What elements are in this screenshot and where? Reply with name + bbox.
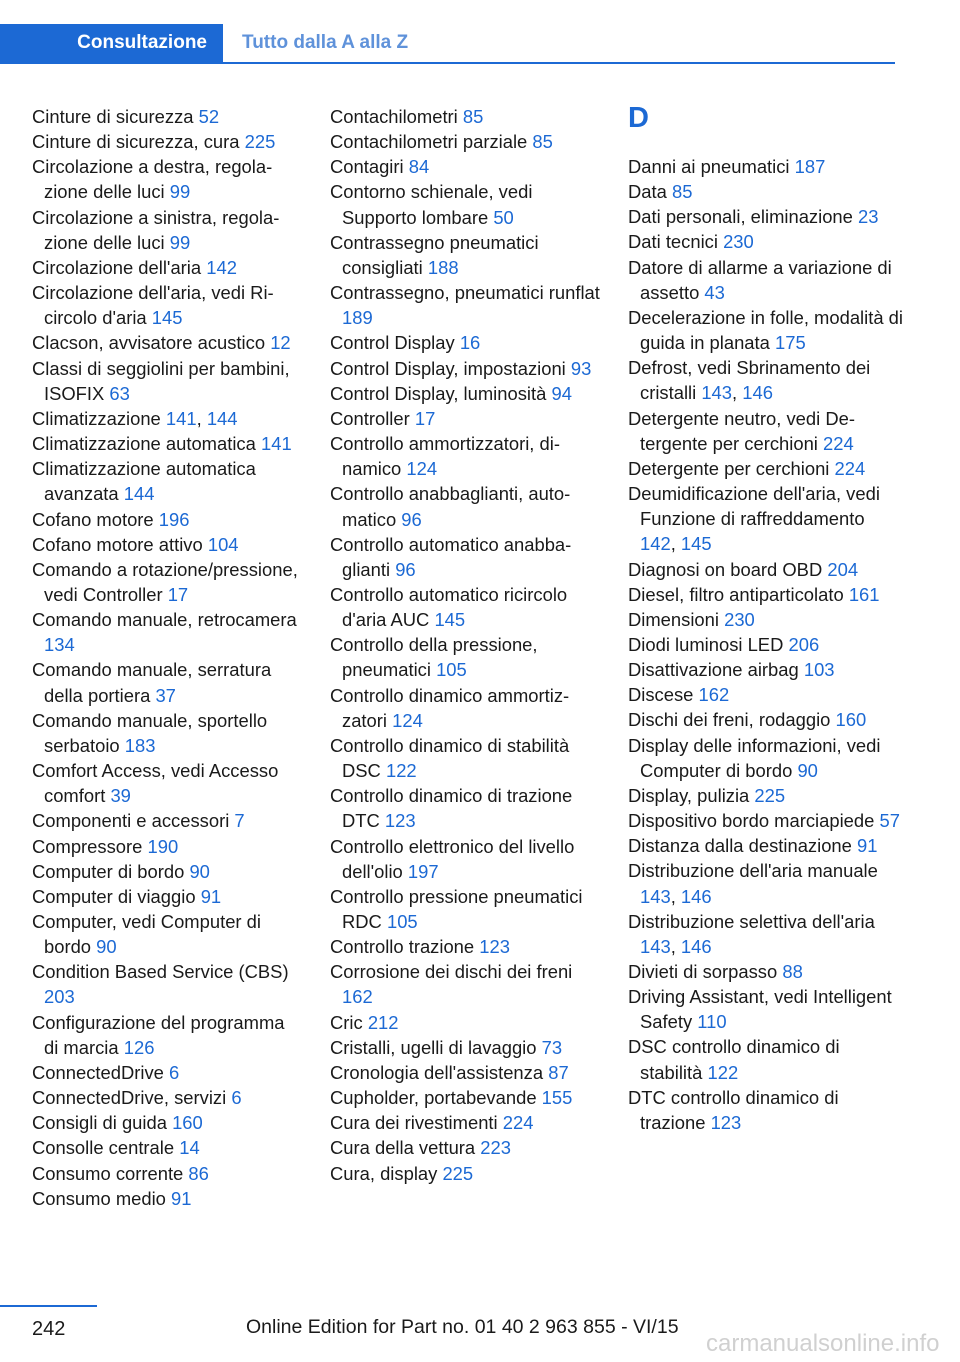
entry-term: Distanza dalla destinazione [628, 835, 852, 857]
index-entry [330, 481, 605, 531]
entry-term: Contagiri [330, 156, 404, 178]
page-link[interactable]: 143 [640, 885, 671, 907]
index-entry [32, 507, 302, 532]
page-link[interactable]: 91 [171, 1187, 192, 1209]
page-link[interactable]: 52 [198, 106, 220, 127]
entry-term: DSC controllo dinamico di stabilità [628, 1036, 840, 1083]
entry-term: Controllo dinamico ammortizzatori [330, 684, 570, 731]
index-entry [32, 1186, 302, 1211]
page-link[interactable]: 122 [707, 1061, 739, 1083]
page-link[interactable]: 212 [367, 1011, 399, 1033]
entry-term: Comando manuale, serratura della portiera [32, 659, 272, 706]
index-entry [628, 607, 903, 632]
entry-term: Controller [330, 407, 410, 429]
page-link[interactable]: 91 [857, 835, 878, 857]
page-link[interactable]: 144 [206, 407, 238, 429]
index-entry [628, 179, 903, 204]
page-link[interactable]: 230 [723, 231, 754, 253]
index-entry [628, 984, 903, 1034]
entry-term: Diodi luminosi LED [628, 633, 784, 655]
entry-term: Diesel, filtro antiparticolato [628, 583, 844, 605]
edition-info: Online Edition for Part no. 01 40 2 963 855 - VI/15 [246, 1316, 679, 1338]
entry-term: ConnectedDrive [32, 1061, 164, 1083]
index-entry [330, 1010, 605, 1035]
entry-term: Controllo elettronico del livello dell'olio [330, 835, 575, 882]
page-link[interactable]: 145 [434, 609, 466, 631]
page-link[interactable]: 123 [710, 1111, 742, 1133]
index-column-1 [32, 104, 302, 1211]
page-link[interactable]: 17 [167, 583, 189, 605]
entry-term: Computer di viaggio [32, 885, 196, 907]
page-link[interactable]: 103 [803, 659, 835, 681]
index-entry [32, 1010, 302, 1060]
index-entry [628, 229, 903, 254]
index-entry [330, 381, 605, 406]
page-link[interactable]: 146 [742, 382, 773, 404]
index-entry [330, 1060, 605, 1085]
page-link[interactable]: 84 [408, 156, 430, 178]
entry-term: Circolazione a sinistra, regolazione delle luci [32, 206, 280, 253]
watermark: carmanualsonline.info [706, 1330, 940, 1357]
index-entry [330, 733, 605, 783]
index-entry: Defrost, vedi Sbrinamento dei cristalli 143, 146 [628, 357, 871, 404]
page-link[interactable]: 206 [788, 633, 820, 655]
page-link[interactable]: 63 [109, 382, 130, 404]
page-link[interactable]: 124 [406, 458, 438, 480]
entry-term: Cinture di sicurezza, cura [32, 131, 240, 153]
index-column-2 [330, 104, 605, 1186]
page-link[interactable]: 39 [110, 785, 131, 807]
page-link[interactable]: 197 [407, 860, 439, 882]
index-entry [32, 154, 302, 204]
entry-term: Contrassegno pneumatici consigliati [330, 231, 539, 278]
entry-term: Deumidificazione dell'aria, vedi Funzione di raffreddamento [628, 483, 880, 530]
index-entry [330, 280, 605, 330]
page-link[interactable]: 190 [147, 835, 179, 857]
entry-term: Controllo automatico ricircolo d'aria AUC [330, 583, 568, 631]
entry-term: Componenti e accessori [32, 810, 230, 832]
entry-term: Cric [330, 1011, 363, 1033]
page-link[interactable]: 90 [96, 936, 117, 958]
index-entry [628, 959, 903, 984]
page-link[interactable]: 225 [442, 1162, 474, 1184]
page-link[interactable]: 57 [879, 810, 900, 832]
entry-term: Control Display, impostazioni [330, 357, 566, 379]
index-entry [628, 657, 903, 682]
index-entry [628, 833, 903, 858]
index-entry [628, 707, 903, 732]
entry-term: Control Display [330, 332, 455, 354]
entry-term: Contachilometri parziale [330, 131, 528, 153]
index-entry [32, 104, 302, 129]
page-link[interactable]: 93 [570, 357, 592, 379]
page-link[interactable]: 85 [532, 131, 553, 153]
index-entry [32, 808, 302, 833]
page-link[interactable]: 162 [698, 684, 730, 706]
index-entry [330, 1035, 605, 1060]
page-link[interactable]: 161 [848, 583, 880, 605]
entry-term: Circolazione a destra, regolazione delle luci [32, 156, 273, 203]
entry-term: Distribuzione selettiva dell'aria [628, 910, 875, 932]
page-link[interactable]: 145 [680, 533, 712, 555]
page-link[interactable]: 85 [462, 106, 484, 127]
tab-consultazione[interactable]: Consultazione [0, 24, 223, 62]
page-link[interactable]: 91 [200, 885, 222, 907]
section-letter: D [628, 102, 649, 134]
entry-term: Discese [628, 684, 694, 706]
index-entry [32, 456, 302, 506]
entry-term: Controllo anabbaglianti, automatico [330, 483, 571, 530]
entry-term: Controllo dinamico di trazione DTC [330, 785, 573, 832]
index-entry [628, 557, 903, 582]
index-entry [32, 1060, 302, 1085]
entry-term: Controllo della pressione, pneumatici [330, 634, 538, 681]
entry-term: Cinture di sicurezza [32, 106, 194, 127]
entry-term: Consolle centrale [32, 1137, 175, 1159]
entry-term: Driving Assistant, vedi Intelligent Safety [628, 986, 892, 1033]
page-link[interactable]: 203 [44, 986, 75, 1008]
entry-term: Comando a rotazione/pressione, vedi Controller [32, 558, 298, 605]
page-link[interactable]: 143 [640, 935, 671, 957]
entry-term: Comfort Access, vedi Accesso comfort [32, 760, 279, 807]
page-link[interactable]: 142 [640, 533, 671, 555]
page-link[interactable]: 37 [155, 684, 176, 706]
entry-term: Consumo corrente [32, 1162, 184, 1184]
entry-term: Consumo medio [32, 1187, 166, 1209]
page-link[interactable]: 122 [385, 760, 417, 782]
entry-term: Contachilometri [330, 106, 458, 127]
index-entry [330, 1110, 605, 1135]
entry-term: Detergente per cerchioni [628, 457, 830, 479]
index-entry [330, 834, 605, 884]
index-entry [330, 1161, 605, 1186]
page-link[interactable]: 187 [794, 156, 826, 177]
entry-term: Controllo pressione pneumatici RDC [330, 885, 583, 932]
index-entry [330, 1135, 605, 1160]
entry-term: Climatizzazione automatica avanzata [32, 458, 256, 505]
index-entry [628, 255, 903, 305]
entry-term: Contorno schienale, vedi Supporto lombare [330, 181, 533, 228]
page-header [0, 24, 895, 64]
page-link[interactable]: 188 [427, 256, 459, 278]
entry-term: Controllo ammortizzatori, dinamico [330, 433, 560, 480]
entry-term: Condition Based Service (CBS) [32, 961, 289, 983]
page-link[interactable]: 12 [270, 332, 291, 354]
entry-term: Disattivazione airbag [628, 659, 799, 681]
entry-term: DTC controllo dinamico di trazione [628, 1086, 839, 1133]
entry-term: Compressore [32, 835, 143, 857]
entry-term: Detergente neutro, vedi Detergente per cerchioni [628, 407, 855, 454]
page-link[interactable]: 86 [188, 1162, 209, 1184]
page-link[interactable]: 96 [395, 558, 416, 580]
entry-term: Distribuzione dell'aria manuale [628, 860, 878, 882]
page-link[interactable]: 99 [169, 181, 191, 203]
index-entry [32, 884, 302, 909]
entry-term: Display, pulizia [628, 784, 750, 806]
page-link[interactable]: 160 [172, 1112, 203, 1134]
index-entry [330, 431, 605, 481]
page-link[interactable]: 90 [797, 759, 818, 781]
page-link[interactable]: 7 [234, 810, 245, 832]
index-entry [32, 834, 302, 859]
entry-term: Cura dei rivestimenti [330, 1112, 498, 1134]
index-entry [330, 1085, 605, 1110]
index-entry [32, 758, 302, 808]
index-entry [32, 330, 302, 355]
page-link[interactable]: 224 [823, 432, 854, 454]
entry-term: Display delle informazioni, vedi Computer di bordo [628, 734, 881, 781]
entry-term: Danni ai pneumatici [628, 156, 790, 177]
page-link[interactable]: 223 [480, 1137, 511, 1159]
entry-term: Datore di allarme a variazione di assetto [628, 256, 892, 303]
entry-term: Decelerazione in folle, modalità di guida in planata [628, 306, 903, 354]
page-link[interactable]: 162 [342, 986, 373, 1008]
index-entry [330, 154, 605, 179]
page-link[interactable]: 87 [548, 1061, 569, 1083]
page-link[interactable]: 141 [165, 407, 197, 429]
index-entry [32, 431, 302, 456]
entry-term: Controllo dinamico di stabilità DSC [330, 734, 570, 782]
entry-term: Dati tecnici [628, 231, 718, 253]
entry-term: Cronologia dell'assistenza [330, 1061, 544, 1083]
index-entry [32, 1085, 302, 1110]
page-link[interactable]: 123 [384, 810, 416, 832]
page-link[interactable]: 145 [151, 307, 183, 329]
page-link[interactable]: 73 [541, 1036, 563, 1058]
entry-term: Dischi dei freni, rodaggio [628, 709, 831, 731]
index-entry [628, 783, 903, 808]
index-entry [330, 934, 605, 959]
index-entry [32, 280, 302, 330]
page-link[interactable]: 224 [502, 1112, 534, 1134]
page-link[interactable]: 155 [541, 1087, 573, 1109]
entry-term: Cofano motore attivo [32, 533, 203, 555]
page-link[interactable]: 17 [414, 407, 436, 429]
page-link[interactable]: 143 [701, 382, 733, 404]
page-link[interactable]: 146 [680, 935, 712, 957]
index-entry [32, 657, 302, 707]
page-link[interactable]: 189 [342, 307, 373, 329]
entry-term: Configurazione del programma di marcia [32, 1011, 285, 1058]
entry-term: Circolazione dell'aria, vedi Ricircolo d'aria [32, 282, 274, 329]
index-entry [32, 1110, 302, 1135]
page-link[interactable]: 146 [680, 885, 712, 907]
tab-tutto-dalla-a-alla-z[interactable]: Tutto dalla A alla Z [242, 32, 409, 53]
page-link[interactable]: 16 [459, 332, 481, 354]
index-entry [32, 909, 302, 959]
entry-term: Dispositivo bordo marciapiede [628, 810, 875, 832]
page-link[interactable]: 88 [782, 961, 803, 982]
page-link[interactable]: 104 [207, 533, 239, 555]
footer-rule [0, 1305, 97, 1307]
index-entry [330, 532, 605, 582]
entry-term: Clacson, avvisatore acustico [32, 332, 266, 354]
page-link[interactable]: 110 [697, 1011, 727, 1033]
index-entry [628, 406, 903, 456]
index-entry [330, 129, 605, 154]
entry-term: Consigli di guida [32, 1112, 167, 1134]
index-entry [628, 808, 903, 833]
entry-term: Controllo automatico anabbaglianti [330, 533, 572, 580]
index-entry [628, 305, 903, 355]
page-link[interactable]: 225 [754, 784, 786, 806]
entry-term: Comando manuale, retrocamera [32, 609, 297, 631]
entry-term: Classi di seggiolini per bambini, ISOFIX [32, 357, 290, 404]
page-link[interactable]: 225 [244, 131, 276, 153]
entry-term: Cupholder, portabevande [330, 1087, 537, 1109]
entry-term: Dimensioni [628, 608, 719, 630]
index-entry [32, 557, 302, 607]
page-link[interactable]: 124 [392, 709, 423, 731]
index-entry [628, 1034, 903, 1084]
index-entry [628, 1085, 903, 1135]
page-link[interactable]: 160 [835, 709, 867, 731]
page-link[interactable]: 204 [827, 558, 859, 580]
entry-term: Data [628, 181, 667, 203]
entry-term: Corrosione dei dischi dei freni [330, 961, 573, 983]
entry-term: Divieti di sorpasso [628, 961, 778, 982]
index-entry [32, 129, 302, 154]
page-link[interactable]: 94 [551, 382, 572, 404]
index-entry [330, 230, 605, 280]
entry-term: Computer, vedi Computer di bordo [32, 911, 261, 958]
page-link[interactable]: 175 [775, 332, 806, 354]
entry-term: Contrassegno, pneumatici runflat [330, 282, 600, 304]
page-link[interactable]: 105 [436, 659, 467, 681]
index-entry [32, 255, 302, 280]
index-entry [628, 456, 903, 481]
page-link[interactable]: 123 [479, 936, 510, 958]
entry-term: Control Display, luminosità [330, 382, 547, 404]
page-link[interactable]: 224 [834, 457, 866, 479]
index-entry [32, 708, 302, 758]
page-link[interactable]: 105 [386, 911, 418, 932]
entry-term: Circolazione dell'aria [32, 256, 202, 278]
entry-term: Cura della vettura [330, 1137, 476, 1159]
index-entry [330, 104, 605, 129]
entry-term: Climatizzazione [32, 407, 161, 429]
page-link[interactable]: 99 [169, 231, 191, 253]
page-link[interactable]: 90 [189, 860, 210, 882]
entry-term: Climatizzazione automatica [32, 433, 256, 455]
entry-term: Cura, display [330, 1162, 438, 1184]
page-link[interactable]: 141 [260, 433, 292, 455]
entry-term: Comando manuale, sportello serbatoio [32, 709, 268, 756]
index-entry [32, 859, 302, 884]
index-entry [32, 1135, 302, 1160]
index-entry [32, 607, 302, 657]
page-link[interactable]: 183 [124, 734, 156, 756]
page-link[interactable]: 14 [179, 1137, 200, 1159]
page-link[interactable]: 96 [401, 508, 422, 530]
entry-term: Cristalli, ugelli di lavaggio [330, 1036, 537, 1058]
index-column-3 [628, 104, 903, 1135]
index-entry [628, 154, 903, 179]
page-link[interactable]: 6 [231, 1087, 242, 1109]
index-entry [628, 682, 903, 707]
index-entry [330, 632, 605, 682]
index-entry: Distribuzione selettiva dell'aria 143, 146 [628, 910, 875, 957]
index-entry [628, 733, 903, 783]
index-entry [330, 582, 605, 632]
index-entry: Distribuzione dell'aria manuale 143, 146 [628, 860, 878, 907]
index-entry: Deumidificazione dell'aria, vedi Funzione di raffreddamento 142, 145 [628, 483, 880, 555]
index-entry [330, 783, 605, 833]
index-entry [330, 884, 605, 934]
page-link[interactable]: 142 [206, 256, 237, 278]
index-entry [628, 632, 903, 657]
index-entry [32, 959, 302, 1009]
entry-term: Defrost, vedi Sbrinamento dei cristalli [628, 357, 871, 404]
index-entry [330, 406, 605, 431]
page-number: 242 [32, 1318, 66, 1340]
page-link[interactable]: 196 [158, 508, 190, 530]
index-entry [330, 356, 605, 381]
page-link[interactable]: 85 [671, 181, 693, 203]
index-entry [32, 532, 302, 557]
page-link[interactable]: 50 [493, 206, 514, 228]
entry-term: Controllo trazione [330, 936, 475, 958]
page-link[interactable]: 126 [123, 1036, 155, 1058]
entry-term: ConnectedDrive, servizi [32, 1087, 227, 1109]
entry-term: Cofano motore [32, 508, 154, 530]
index-entry [330, 330, 605, 355]
page-link[interactable]: 6 [169, 1061, 180, 1083]
entry-term: Dati personali, eliminazione [628, 206, 853, 228]
index-entry [330, 683, 605, 733]
index-entry [628, 204, 903, 229]
index-entry [330, 179, 605, 229]
index-entry [330, 959, 605, 1009]
page-link[interactable]: 134 [44, 634, 75, 656]
index-entry [32, 1161, 302, 1186]
page-link[interactable]: 144 [123, 483, 155, 505]
entry-term: Diagnosi on board OBD [628, 558, 823, 580]
page-link[interactable]: 23 [858, 206, 879, 228]
entry-term: Computer di bordo [32, 860, 185, 882]
index-entry: Climatizzazione 141, 144 [32, 407, 238, 429]
page-link[interactable]: 43 [704, 281, 725, 303]
index-entry [32, 205, 302, 255]
page-link[interactable]: 230 [724, 608, 755, 630]
index-entry [32, 356, 302, 406]
index-entry [628, 582, 903, 607]
